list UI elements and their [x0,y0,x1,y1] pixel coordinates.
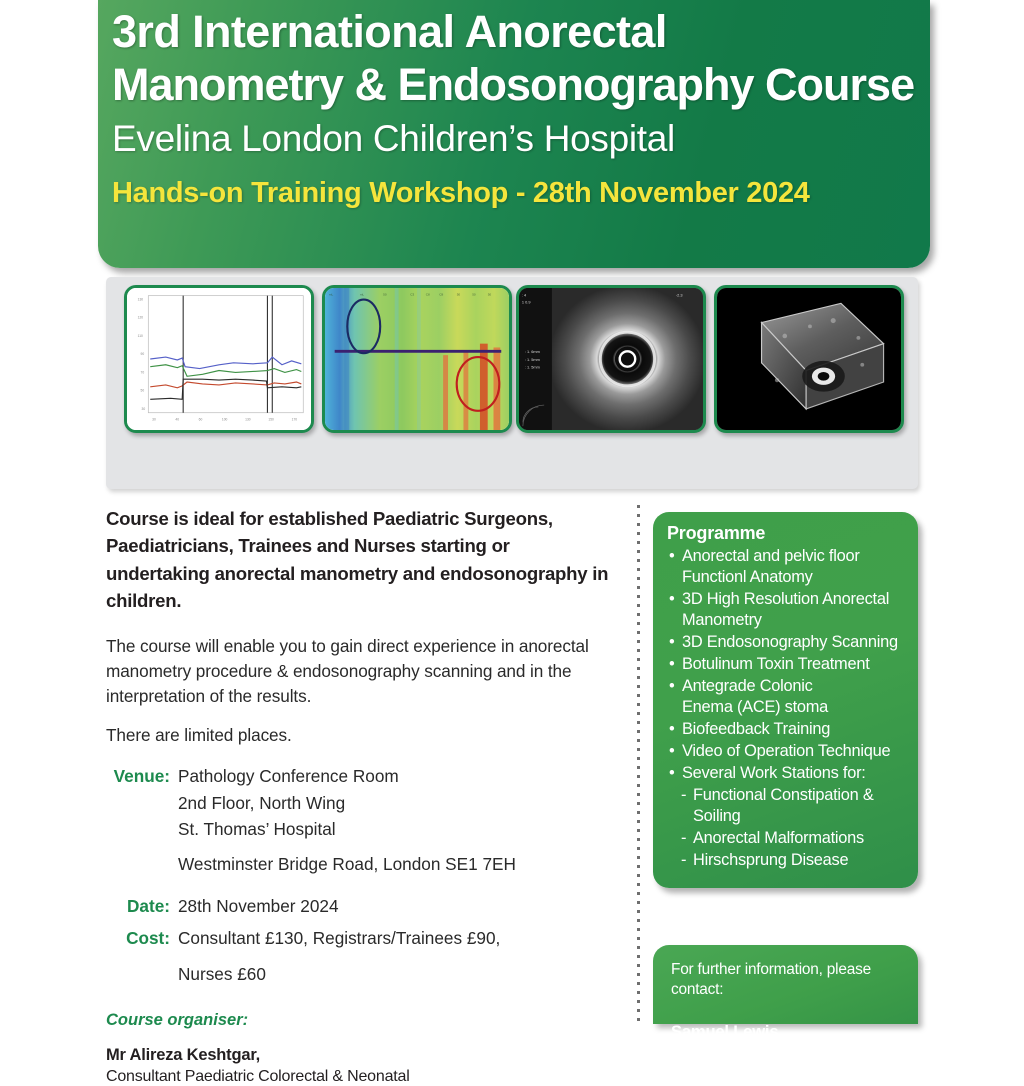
gallery-caption-line2: Conventional [176,450,262,466]
hospital-subtitle: Evelina London Children’s Hospital [112,118,675,160]
venue-line4: Westminster Bridge Road, London SE1 7EH [178,853,516,874]
gallery-caption-line1: Anorectal Manometry [149,435,289,450]
venue-line3: St. Thomas’ Hospital [178,818,336,839]
programme-item-text: Several Work Stations for: [682,764,866,783]
svg-text:30: 30 [152,417,156,422]
svg-text:90: 90 [140,352,145,357]
workshop-date-banner: Hands-on Training Workshop - 28th November 2024 [112,176,810,209]
ultrasound-2d-image-icon [516,285,706,433]
svg-text:: 1. 5mm: : 1. 5mm [524,357,540,362]
contact-lead-text: For further information, please contact: [671,961,871,999]
image-gallery-strip [106,277,918,489]
page-title-line2: Manometry & Endosonography Course [112,58,915,110]
list-item [667,589,906,631]
column-divider [637,505,640,1024]
gallery-caption-line1: 2D Endosonography [544,436,677,451]
venue-value: Pathology Conference Room [178,766,399,787]
svg-text:1 0.9: 1 0.9 [521,300,531,305]
audience-lead-text: Course is ideal for established Paediatric Surgeons, Paediatricians, Trainees and Nurses starting or undertaking anorectal manometry and endosonography in children. [106,508,609,611]
svg-text:50: 50 [140,388,145,393]
svg-text:40: 40 [175,417,180,422]
programme-item-text: Antegrade Colonic [682,677,813,696]
programme-item-text: Video of Operation Technique [682,742,891,761]
ultrasound-3d-image-icon [714,285,904,433]
limited-places-note: There are limited places. [106,724,292,745]
venue-row [106,763,616,789]
gallery-caption-line1: 3D Endosonography [742,436,875,451]
svg-text:120: 120 [137,315,144,320]
gallery-item-2d-endosonography [516,285,706,466]
list-item [667,741,906,762]
page-title-line1: 3rd International Anorectal [112,6,667,57]
header-banner [98,0,930,268]
svg-text:110: 110 [137,333,143,338]
programme-item-cont: Functionl Anatomy [682,568,813,587]
programme-subitem-text: Hirschsprung Disease [693,851,849,870]
cost-row [106,925,616,951]
gallery-item-manometry-3d [322,285,512,476]
programme-item-text: Botulinum Toxin Treatment [682,655,870,674]
list-item [667,546,906,588]
cost-value-nurses: Nurses £60 [178,964,266,985]
programme-box [653,512,918,888]
svg-text:70: 70 [140,370,145,375]
details-column [106,505,616,1086]
svg-text:130: 130 [245,417,251,422]
manometry-3d-heatmap-icon [322,285,512,433]
date-value: 28th November 2024 [178,895,339,916]
organiser-label: Course organiser: [106,1011,249,1030]
svg-text:60: 60 [198,417,203,422]
programme-item-text: Anorectal and pelvic floor [682,547,860,566]
cost-label: Cost: [126,928,170,949]
list-item [667,719,906,740]
list-item [667,828,906,849]
svg-text:50: 50 [472,292,476,297]
organiser-name: Mr Alireza Keshtgar, [106,1046,261,1065]
svg-text:C8: C8 [439,292,444,297]
svg-text:mL: mL [359,292,365,297]
programme-sublist [667,785,906,871]
svg-text:100: 100 [221,417,228,422]
organiser-role: Consultant Paediatric Colorectal & Neonatal [106,1068,410,1086]
programme-subitem-text: Anorectal Malformations [693,829,864,848]
svg-text:170: 170 [291,417,298,422]
list-item [667,763,906,784]
programme-item-cont: Manometry [682,611,762,630]
course-description: The course will enable you to gain direct experience in anorectal manometry procedure & endosonography scanning and in the interpretation of the results. [106,636,589,706]
svg-text:50: 50 [383,292,387,297]
programme-title: Programme [667,523,766,543]
contact-box [653,945,918,1042]
programme-item-text: 3D Endosonography Scanning [682,633,898,652]
contact-person-name: Samuel Lewis [671,1022,779,1042]
programme-item-text: 3D High Resolution Anorectal [682,590,890,609]
list-item [667,785,906,827]
gallery-item-3d-endosonography [714,285,904,466]
svg-text:mL: mL [328,292,334,297]
venue-label: Venue: [113,766,170,787]
svg-text:130: 130 [137,297,144,302]
gallery-caption-line2: 3D High Resolution [354,450,480,466]
svg-text:30: 30 [141,406,146,411]
list-item [667,850,906,871]
list-item [667,654,906,675]
venue-line2: 2nd Floor, North Wing [178,792,346,813]
programme-item-text: Biofeedback Training [682,720,831,739]
svg-text:: 1. 5mm: : 1. 5mm [524,365,540,370]
svg-text:50: 50 [487,292,492,297]
programme-subitem-text: Functional Constipation & [693,786,874,805]
list-item [667,676,906,718]
programme-item-cont: Enema (ACE) stoma [682,698,829,717]
svg-text:150: 150 [268,417,274,422]
gallery-caption-line1: Anorectal Manometry [347,435,487,450]
manometry-conventional-chart-icon [124,285,314,433]
programme-list [667,546,906,784]
gallery-item-manometry-conventional [124,285,314,476]
svg-text:: 1. 6mm: : 1. 6mm [524,350,540,355]
svg-text:C8: C8 [425,292,430,297]
svg-text:: 4: : 4 [521,293,527,298]
svg-text:-2.3: -2.3 [675,293,683,298]
svg-text:C3: C3 [410,292,415,297]
programme-subitem-cont: Soiling [693,807,741,826]
list-item [667,632,906,653]
svg-text:50: 50 [456,292,461,297]
date-label: Date: [127,895,170,916]
date-row [106,893,616,919]
cost-value: Consultant £130, Registrars/Trainees £90, [178,928,501,949]
